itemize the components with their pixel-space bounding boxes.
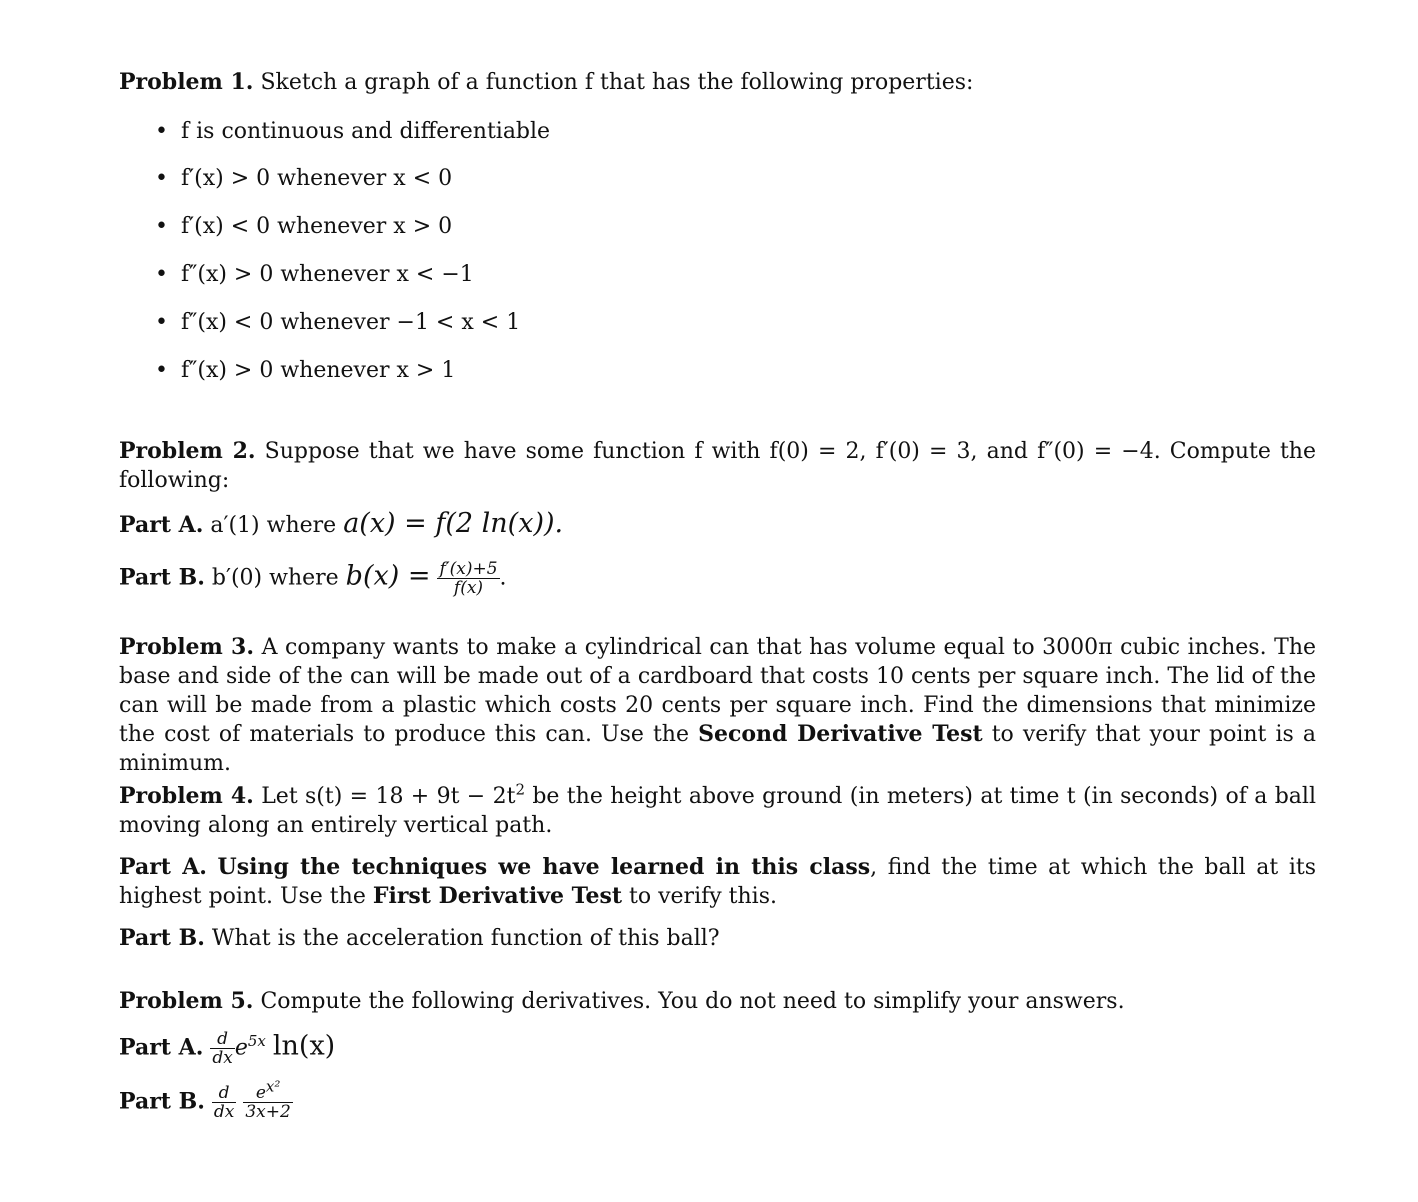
part-a-label: Part A. (119, 512, 204, 538)
problem-5-label: Problem 5. (119, 988, 254, 1014)
part-b-label: Part B. (119, 1088, 205, 1115)
derivative-operator: $\frac{d}{dx}$ (213, 1083, 235, 1122)
part-b-label: Part B. (119, 564, 205, 591)
problem-2 (119, 437, 1316, 495)
property-item: • f″(x) > 0 whenever x < −1 (155, 262, 474, 287)
part-a-label: Part A. (119, 1034, 204, 1061)
problem-5: Problem 5. Compute the following derivatives. You do not need to simplify your answers. (119, 988, 1125, 1014)
part-b-label: Part B. (119, 925, 205, 951)
problem-1 (119, 68, 1316, 97)
problem-2-part-b: Part B. b′(0) where b(x) = $\frac{f'(x)+5}{f(x)}$ . (119, 559, 507, 598)
part-a-expression: a(x) = f(2 ln(x)). (343, 508, 564, 539)
property-item: • f′(x) > 0 whenever x < 0 (155, 166, 453, 191)
problem-3: Problem 3. A company wants to make a cylindrical can that has volume equal to 3000π cubic inches. The base and side of the can will be made out of a cardboard that costs 10 cents per square inch. The lid of the can will be made from a plastic which costs 20 cents per square inch. Find the dimensions that minimize the cost of materials to produce this can. Use the Second Derivative Test to verify that your point is a minimum. (119, 634, 1317, 776)
part-a-label: Part A. (119, 854, 207, 880)
problem-2-part-a: Part A. a′(1) where a(x) = f(2 ln(x)). (119, 508, 564, 539)
part-b-fraction: $\frac{e^{x^2}}{3x+2}$ (245, 1077, 291, 1122)
problem-3-label: Problem 3. (119, 634, 255, 660)
problem-5-part-a: Part A. $\frac{d}{dx}$ $e^{5x}$ ln(x) (119, 1029, 336, 1068)
problem-4: Problem 4. Let $s(t) = 18 + 9t - 2t^2$ be the height above ground (in meters) at time t (in seconds) of a ball moving along an entirely vertical path. (119, 780, 1316, 838)
problem-4-part-a: Part A. Using the techniques we have learned in this class, find the time at which the ball at its highest point. Use the First Derivative Test to verify this. (119, 854, 1316, 909)
problem-1-text: Sketch a graph of a function f that has the following properties: (260, 70, 974, 95)
problem-4-label: Problem 4. (119, 783, 254, 809)
problem-4-part-b: Part B. What is the acceleration function of this ball? (119, 925, 720, 951)
problem-5-part-b (119, 1077, 1316, 1122)
problem-2-label: Problem 2. (119, 438, 256, 464)
problem-1-label: Problem 1. (119, 69, 254, 95)
part-b-fraction: $\frac{f'(x)+5}{f(x)}$ (439, 559, 498, 598)
property-item: • f″(x) > 0 whenever x > 1 (155, 358, 456, 383)
property-item: • f is continuous and differentiable (155, 119, 551, 144)
derivative-operator: $\frac{d}{dx}$ (212, 1029, 233, 1068)
problem-2-text: Suppose that we have some function f with f(0) = 2, f′(0) = 3, and f″(0) = −4. Compute the following: (119, 439, 1316, 493)
property-item: • f′(x) < 0 whenever x > 0 (155, 214, 453, 239)
property-item: • f″(x) < 0 whenever −1 < x < 1 (155, 310, 521, 335)
